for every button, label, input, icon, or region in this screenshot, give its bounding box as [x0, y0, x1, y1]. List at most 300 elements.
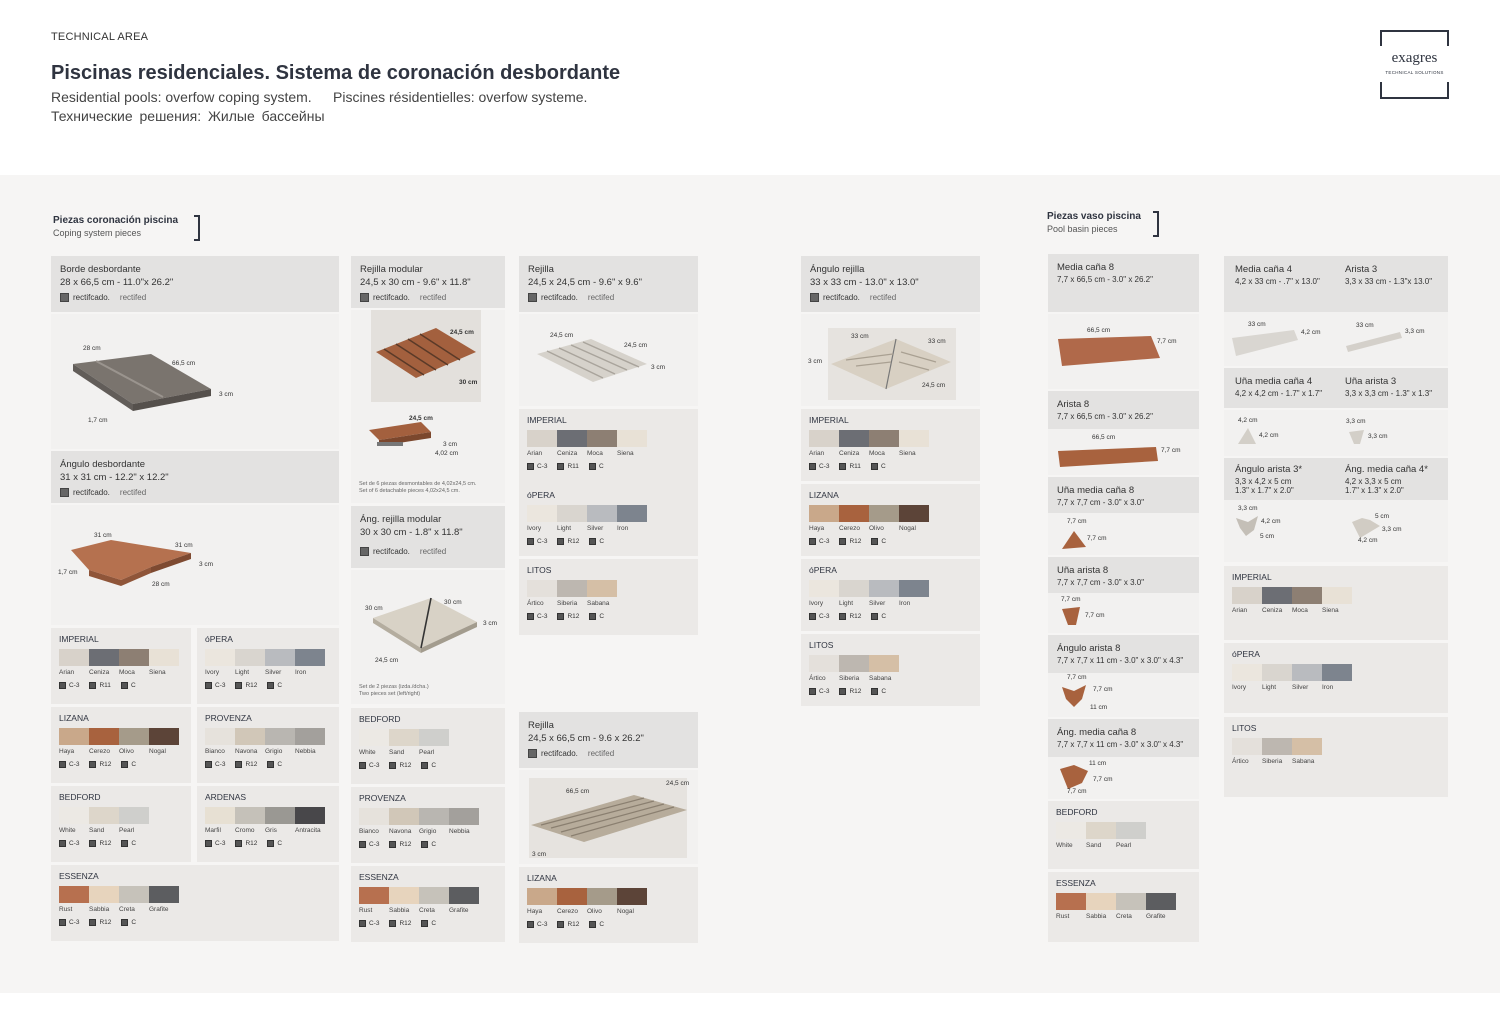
- product-dims: 3,3 x 33 cm - 1.3"x 13.0": [1345, 277, 1433, 286]
- color-swatch: [527, 505, 557, 522]
- color-name: Bianco: [205, 748, 225, 755]
- spec-value: C: [131, 840, 137, 847]
- series-name: ESSENZA: [1056, 878, 1096, 888]
- series-name: IMPERIAL: [527, 415, 567, 425]
- color-swatch: [359, 887, 389, 904]
- color-swatch: [235, 649, 265, 666]
- product-header-media-cana-8: [1048, 254, 1199, 312]
- color-swatch: [839, 430, 869, 447]
- color-swatch: [899, 580, 929, 597]
- spec-value: C: [880, 463, 886, 470]
- spec-value: C: [130, 682, 136, 689]
- measure-label: 3,3 cm: [1346, 418, 1366, 425]
- measure-label: 7,7 cm: [1067, 788, 1087, 795]
- color-swatch: [205, 649, 235, 666]
- color-swatch: [119, 649, 149, 666]
- color-swatch: [1292, 738, 1322, 755]
- series-name: óPERA: [527, 490, 555, 500]
- series-essenza-c5: [1048, 872, 1199, 942]
- measure-label: 4,2 cm: [1358, 537, 1378, 544]
- product-dims: 7,7 x 7,7 cm - 3.0" x 3.0": [1057, 578, 1145, 587]
- color-swatch: [119, 886, 149, 903]
- spec-icon: [421, 841, 428, 848]
- color-swatch: [899, 430, 929, 447]
- spec-value: R12: [567, 921, 580, 928]
- color-swatch: [59, 807, 89, 824]
- color-swatch: [359, 808, 389, 825]
- product-image-ang-rejilla-modular: [351, 570, 505, 704]
- swatch-names: [1056, 842, 1191, 849]
- color-name: Pearl: [419, 749, 435, 756]
- color-swatch: [527, 580, 557, 597]
- color-swatch: [449, 808, 479, 825]
- spec-value: R12: [849, 688, 862, 695]
- series-litos-c3: [519, 559, 698, 635]
- color-name: Arian: [1232, 607, 1248, 614]
- bracket: [1153, 211, 1159, 237]
- product-header-rejilla-2: [519, 712, 698, 768]
- product-image-rejilla-modular: [351, 310, 505, 503]
- color-name: Siberia: [839, 675, 860, 682]
- color-name: Ivory: [527, 525, 542, 532]
- spec-value: C-3: [69, 761, 80, 768]
- color-name: Ceniza: [89, 669, 110, 676]
- product-image-angulo: [51, 505, 339, 625]
- product-header-angulo-rejilla: [801, 256, 980, 312]
- color-name: Ceniza: [557, 450, 578, 457]
- color-name: Rust: [59, 906, 73, 913]
- rect-es: rectifcado.: [373, 547, 410, 556]
- product-header-arista-8: [1048, 391, 1199, 429]
- measure-label: 7,7 cm: [1085, 612, 1105, 619]
- product-dims-inch: 1.3" x 1.7" x 2.0": [1235, 486, 1294, 495]
- series-lizana-c4: [801, 484, 980, 556]
- swatch-names: [359, 749, 497, 756]
- rect-en: rectifed: [869, 293, 897, 302]
- color-name: Ivory: [1232, 684, 1247, 691]
- color-swatch: [587, 580, 617, 597]
- color-swatch: [587, 430, 617, 447]
- measure-label: 3 cm: [651, 364, 666, 371]
- spec-value: R12: [245, 761, 258, 768]
- spec-row: [59, 840, 183, 847]
- bracket: [194, 215, 200, 241]
- spec-icon: [421, 920, 428, 927]
- color-name: Arian: [809, 450, 825, 457]
- spec-value: R12: [99, 761, 112, 768]
- spec-value: C-3: [215, 761, 226, 768]
- color-swatch: [839, 580, 869, 597]
- color-name: Light: [557, 525, 572, 532]
- product-name: Rejilla: [528, 720, 554, 731]
- note-en: Two pieces set (left/right): [359, 691, 421, 697]
- spec-value: C-3: [69, 682, 80, 689]
- measure-label: 28 cm: [83, 345, 101, 352]
- product-header-una-media-cana-8: [1048, 477, 1199, 513]
- color-swatch: [617, 888, 647, 905]
- color-swatch: [265, 807, 295, 824]
- rect-en: rectifed: [119, 488, 147, 497]
- rect-en: rectifed: [419, 547, 447, 556]
- color-swatch: [89, 649, 119, 666]
- spec-icon: [267, 682, 274, 689]
- color-swatch: [1262, 587, 1292, 604]
- product-dims: 4,2 x 3,3 x 5 cm: [1345, 477, 1402, 486]
- ang-media-cana-4-text: [1345, 464, 1428, 495]
- measure-label: 7,7 cm: [1087, 535, 1107, 542]
- color-name: White: [59, 827, 76, 834]
- rect-en: rectifed: [119, 293, 147, 302]
- series-name: LIZANA: [59, 713, 89, 723]
- spec-value: C: [599, 613, 605, 620]
- spec-row: [59, 761, 183, 768]
- product-header-rejilla: [519, 256, 698, 312]
- color-swatch: [419, 808, 449, 825]
- series-lizana-c3: [519, 867, 698, 943]
- spec-icon: [589, 463, 596, 470]
- rect-es: rectifcado.: [73, 488, 110, 497]
- swatch-row: [59, 728, 183, 745]
- series-name: IMPERIAL: [1232, 572, 1272, 582]
- color-swatch: [869, 430, 899, 447]
- spec-icon: [359, 762, 366, 769]
- swatch-row: [359, 808, 497, 825]
- product-image-arista-8: [1048, 429, 1199, 475]
- spec-value: R12: [245, 682, 258, 689]
- spec-value: C-3: [69, 840, 80, 847]
- color-swatch: [119, 728, 149, 745]
- spec-icon: [589, 921, 596, 928]
- rectified-icon: [60, 293, 69, 302]
- measure-label: 66,5 cm: [1092, 434, 1116, 441]
- series-imperial-c4: [801, 409, 980, 481]
- spec-icon: [527, 613, 534, 620]
- spec-row: [527, 613, 690, 620]
- series-name: BEDFORD: [59, 792, 101, 802]
- logo-brand: exagres: [1391, 50, 1438, 66]
- rejilla-modular-note: [359, 481, 476, 495]
- color-swatch: [1056, 893, 1086, 910]
- angulo-rejilla-drawing: [801, 314, 980, 406]
- color-name: Light: [235, 669, 250, 676]
- color-swatch: [1322, 587, 1352, 604]
- product-dims: 3,3 x 3,3 cm - 1.3" x 1.3": [1345, 389, 1433, 398]
- note-en: Set of 6 detachable pieces 4,02x24,5 cm.: [359, 488, 460, 494]
- color-swatch: [419, 887, 449, 904]
- product-image-media-cana-8: [1048, 314, 1199, 389]
- color-swatch: [59, 728, 89, 745]
- product-name: Áng. rejilla modular: [360, 514, 442, 525]
- swatch-names: [809, 450, 972, 457]
- color-swatch: [587, 888, 617, 905]
- measure-label: 3 cm: [199, 561, 214, 568]
- color-swatch: [557, 888, 587, 905]
- color-swatch: [359, 729, 389, 746]
- spec-icon: [59, 919, 66, 926]
- measure-label: 24,5 cm: [550, 332, 574, 339]
- product-image-una-media-cana-8: [1048, 513, 1199, 555]
- measure-label: 3,3 cm: [1238, 505, 1258, 512]
- spec-icon: [389, 920, 396, 927]
- spec-icon: [205, 761, 212, 768]
- measure-label: 31 cm: [94, 532, 112, 539]
- swatch-row: [359, 887, 497, 904]
- spec-icon: [359, 841, 366, 848]
- color-name: Sabbia: [1086, 913, 1107, 920]
- product-name: Uña media caña 8: [1057, 485, 1135, 496]
- product-header-ang-media-cana-8: [1048, 719, 1199, 757]
- color-swatch: [1116, 822, 1146, 839]
- series-imperial-c6: [1224, 566, 1448, 640]
- area-label: TECHNICAL AREA: [51, 31, 149, 43]
- color-swatch: [809, 430, 839, 447]
- coping-section-header: [53, 215, 178, 238]
- spec-value: C-3: [537, 463, 548, 470]
- spec-value: C-3: [537, 613, 548, 620]
- spec-row: [359, 762, 497, 769]
- color-swatch: [119, 807, 149, 824]
- product-dims: 30 x 30 cm - 1.8" x 11.8": [360, 527, 463, 538]
- spec-icon: [121, 682, 128, 689]
- measure-label: 24,5 cm: [409, 415, 433, 422]
- product-dims: 7,7 x 66,5 cm - 3.0" x 26.2": [1057, 412, 1153, 421]
- swatch-names: [527, 525, 690, 532]
- color-name: Sabana: [1292, 758, 1315, 765]
- measure-label: 33 cm: [1356, 322, 1374, 329]
- series-name: ESSENZA: [59, 871, 99, 881]
- spec-icon: [839, 463, 846, 470]
- measure-label: 7,7 cm: [1161, 447, 1181, 454]
- spec-value: C-3: [69, 919, 80, 926]
- rect-en: rectifed: [587, 293, 615, 302]
- spec-value: C: [881, 613, 887, 620]
- measure-label: 7,7 cm: [1067, 674, 1087, 681]
- color-swatch: [295, 728, 325, 745]
- subtitle-fr: Piscines résidentielles: overfow systeme.: [333, 89, 588, 105]
- swatch-names: [205, 827, 331, 834]
- product-image-rejilla-2: [519, 770, 698, 864]
- color-name: Haya: [59, 748, 75, 755]
- color-swatch: [265, 728, 295, 745]
- rect-es: rectifcado.: [73, 293, 110, 302]
- swatch-names: [1056, 913, 1191, 920]
- color-name: Cerezo: [839, 525, 860, 532]
- swatch-row: [1056, 822, 1191, 839]
- color-name: Silver: [869, 600, 886, 607]
- color-name: Iron: [295, 669, 307, 676]
- swatch-names: [809, 600, 972, 607]
- swatch-row: [527, 580, 690, 597]
- rectified-label: [360, 293, 496, 302]
- color-name: Ceniza: [1262, 607, 1283, 614]
- series-name: LITOS: [527, 565, 552, 575]
- spec-value: R12: [245, 840, 258, 847]
- series-opera-c6: [1224, 643, 1448, 713]
- borde-drawing: [51, 314, 339, 449]
- product-dims: 24,5 x 66,5 cm - 9.6 x 26.2": [528, 733, 644, 744]
- swatch-row: [527, 505, 690, 522]
- angulo-arista-3-text: [1235, 464, 1302, 495]
- color-name: Gris: [265, 827, 277, 834]
- measure-label: 7,7 cm: [1093, 686, 1113, 693]
- spec-value: R12: [99, 840, 112, 847]
- color-name: Moca: [587, 450, 603, 457]
- spec-value: R11: [567, 463, 579, 470]
- series-name: óPERA: [1232, 649, 1260, 659]
- series-opera-c4: [801, 559, 980, 631]
- measure-label: 3,3 cm: [1405, 328, 1425, 335]
- color-swatch: [1086, 822, 1116, 839]
- spec-icon: [235, 682, 242, 689]
- series-name: LITOS: [1232, 723, 1257, 733]
- swatch-row: [809, 430, 972, 447]
- color-name: Olivo: [869, 525, 884, 532]
- spec-icon: [89, 761, 96, 768]
- spec-icon: [557, 921, 564, 928]
- color-swatch: [809, 505, 839, 522]
- spec-value: C-3: [369, 920, 380, 927]
- color-swatch: [1232, 664, 1262, 681]
- spec-icon: [589, 538, 596, 545]
- color-name: Nogal: [617, 908, 634, 915]
- swatch-row: [1232, 587, 1440, 604]
- color-swatch: [205, 807, 235, 824]
- color-name: Sand: [389, 749, 405, 756]
- product-header-angulo-arista-3: [1224, 458, 1448, 500]
- spec-value: C: [431, 920, 437, 927]
- series-name: LITOS: [809, 640, 834, 650]
- series-imperial-c3: [519, 409, 698, 485]
- color-name: Haya: [809, 525, 825, 532]
- product-name: Arista 8: [1057, 399, 1090, 410]
- spec-icon: [89, 840, 96, 847]
- spec-value: C-3: [215, 682, 226, 689]
- color-swatch: [1116, 893, 1146, 910]
- color-swatch: [149, 886, 179, 903]
- color-name: Silver: [587, 525, 604, 532]
- spec-row: [527, 538, 690, 545]
- spec-value: C-3: [215, 840, 226, 847]
- color-name: Moca: [869, 450, 885, 457]
- spec-value: R12: [849, 613, 862, 620]
- color-swatch: [389, 729, 419, 746]
- rectified-label: [60, 488, 330, 497]
- color-swatch: [1292, 587, 1322, 604]
- color-name: Grigio: [265, 748, 283, 755]
- spec-value: R12: [849, 538, 862, 545]
- color-name: Arian: [527, 450, 543, 457]
- color-swatch: [557, 505, 587, 522]
- swatch-row: [1232, 664, 1440, 681]
- color-name: Pearl: [1116, 842, 1132, 849]
- color-name: Grigio: [419, 828, 437, 835]
- color-swatch: [1232, 587, 1262, 604]
- color-name: Iron: [1322, 684, 1334, 691]
- color-name: Siena: [1322, 607, 1339, 614]
- swatch-names: [59, 906, 331, 913]
- spec-row: [205, 682, 331, 689]
- color-name: Sabana: [869, 675, 892, 682]
- product-header-media-cana-4: [1224, 256, 1448, 312]
- spec-icon: [389, 762, 396, 769]
- product-dims-inch: 1.7" x 1.3" x 2.0": [1345, 486, 1404, 495]
- color-swatch: [899, 505, 929, 522]
- spec-value: C-3: [819, 463, 830, 470]
- logo-tagline: TECHNICAL SOLUTIONS: [1385, 70, 1444, 75]
- color-swatch: [419, 729, 449, 746]
- color-name: Sabbia: [89, 906, 110, 913]
- swatch-row: [205, 728, 331, 745]
- spec-value: C: [881, 538, 887, 545]
- product-dims: 7,7 x 7,7 x 11 cm - 3.0" x 3.0" x 4.3": [1057, 656, 1184, 665]
- spec-value: C-3: [369, 841, 380, 848]
- color-swatch: [449, 887, 479, 904]
- subtitle-en: Residential pools: overfow coping system.: [51, 89, 312, 105]
- spec-icon: [235, 840, 242, 847]
- product-name: Arista 3: [1345, 264, 1378, 275]
- measure-label: 24,5 cm: [666, 780, 690, 787]
- measure-label: 24,5 cm: [922, 382, 946, 389]
- spec-value: C-3: [819, 688, 830, 695]
- color-name: White: [1056, 842, 1073, 849]
- color-name: Light: [839, 600, 854, 607]
- spec-value: R12: [99, 919, 112, 926]
- note-es: Set de 6 piezas desmontables de 4,02x24,5 cm.: [359, 481, 477, 487]
- series-bedford-c2: [351, 708, 505, 784]
- color-name: Light: [1262, 684, 1277, 691]
- basin-subtitle: Pool basin pieces: [1047, 224, 1118, 234]
- spec-icon: [205, 840, 212, 847]
- measure-label: 5 cm: [1260, 533, 1275, 540]
- spec-icon: [89, 919, 96, 926]
- rectified-label: [60, 293, 330, 302]
- rejilla-modular-drawing: [351, 310, 505, 503]
- color-name: Haya: [527, 908, 543, 915]
- color-name: Iron: [617, 525, 629, 532]
- color-name: Ceniza: [839, 450, 860, 457]
- spec-row: [359, 841, 497, 848]
- measure-label: 31 cm: [175, 542, 193, 549]
- spec-icon: [527, 538, 534, 545]
- color-swatch: [1146, 893, 1176, 910]
- product-image-ang-media-cana-8: [1048, 757, 1199, 799]
- color-name: Siena: [149, 669, 166, 676]
- measure-label: 24,5 cm: [375, 657, 399, 664]
- color-swatch: [809, 580, 839, 597]
- color-name: Sabbia: [389, 907, 410, 914]
- measure-label: 3,3 cm: [1382, 526, 1402, 533]
- color-name: Marfil: [205, 827, 221, 834]
- rectified-icon: [528, 293, 537, 302]
- color-swatch: [1056, 822, 1086, 839]
- product-name: Uña media caña 4: [1235, 376, 1313, 387]
- color-swatch: [527, 888, 557, 905]
- spec-value: C: [277, 682, 283, 689]
- subtitle-ru: Технические решения: Жилые бассейны: [51, 108, 325, 124]
- measure-label: 7,7 cm: [1061, 596, 1081, 603]
- product-header-ang-rejilla-modular: [351, 506, 505, 568]
- series-litos-c4: [801, 634, 980, 706]
- color-swatch: [1322, 664, 1352, 681]
- color-swatch: [869, 580, 899, 597]
- ang-rejilla-modular-note: [359, 684, 429, 698]
- swatch-names: [205, 669, 331, 676]
- rectified-icon: [528, 749, 537, 758]
- series-name: BEDFORD: [359, 714, 401, 724]
- color-name: Bianco: [359, 828, 379, 835]
- rectified-label: [528, 293, 689, 302]
- series-name: ESSENZA: [359, 872, 399, 882]
